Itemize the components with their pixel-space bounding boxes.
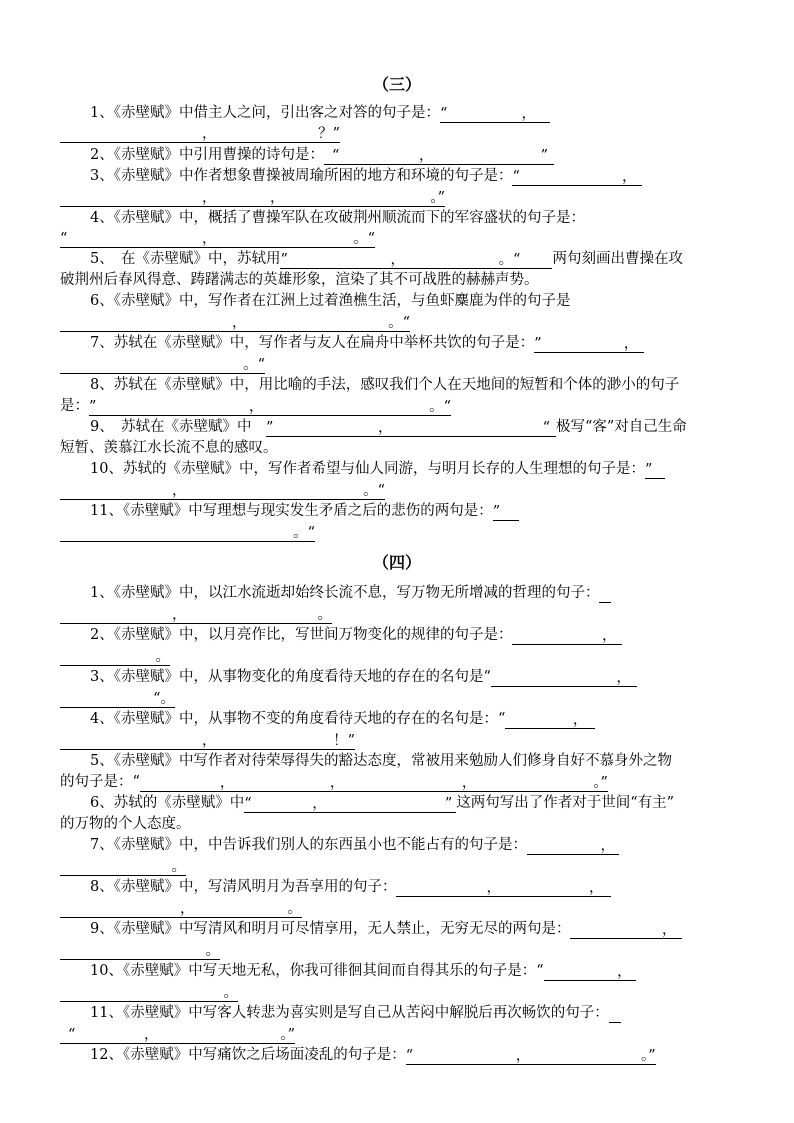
- answer-blank[interactable]: ， ，: [396, 880, 611, 897]
- answer-blank[interactable]: ， ！”: [60, 733, 355, 750]
- s4-q12-line: 12、《赤壁赋》中写痛饮之后场面凌乱的句子是： “ ， 。”: [90, 1047, 656, 1064]
- s4-q4-line1: 4、《赤壁赋》中，从事物不变的角度看待天地的存在的名句是：“ ，: [90, 709, 740, 729]
- answer-blank[interactable]: ， ， 。”: [60, 190, 445, 207]
- answer-blank[interactable]: [609, 1006, 621, 1023]
- answer-blank[interactable]: “ ， 。“: [60, 231, 375, 247]
- answer-blank[interactable]: ，: [512, 628, 622, 645]
- s3-q1-line1: 1、《赤壁赋》中借主人之问，引出客之对答的句子是： “ ，: [90, 103, 740, 123]
- answer-blank[interactable]: ， 。: [60, 607, 332, 624]
- s3-q5-line2: 破荆州后春风得意、踌躇满志的英雄形象，渲染了其不可战胜的赫赫声势。: [60, 272, 539, 288]
- s3-q6-line2: [60, 312, 740, 332]
- s4-q10-line1: 10、《赤壁赋》中写天地无私，你我可徘徊其间而自得其乐的句子是：“ ，: [90, 961, 740, 981]
- s4-q7-line1: 7、《赤壁赋》中，中告诉我们别人的东西虽小也不能占有的句子是： ，: [90, 835, 740, 855]
- answer-blank[interactable]: ” ， 。“: [89, 399, 451, 415]
- s4-q9-line1: 9、《赤壁赋》中写清风和明月可尽情享用，无人禁止，无穷无尽的两句是： ，: [90, 919, 740, 939]
- s3-q8-line2: 是： ” ， 。“: [60, 398, 451, 415]
- answer-blank[interactable]: ，: [491, 670, 637, 687]
- answer-blank[interactable]: “ ， ”: [244, 796, 456, 813]
- s4-q8-line1: 8、《赤壁赋》中，写清风明月为吾享用的句子： ， ，: [90, 877, 740, 897]
- s4-q7-line2: [60, 856, 740, 876]
- answer-blank[interactable]: ， 。: [60, 901, 302, 918]
- answer-blank[interactable]: ， ？”: [60, 126, 340, 143]
- s3-q4-line2: [60, 228, 740, 248]
- answer-blank[interactable]: ， ， ， 。”: [140, 775, 608, 792]
- answer-blank[interactable]: ”: [493, 504, 519, 521]
- answer-blank[interactable]: “ ， 。”: [60, 1027, 295, 1044]
- answer-blank[interactable]: ，: [527, 838, 619, 855]
- answer-blank[interactable]: 。“: [60, 357, 265, 374]
- s3-q10-line1: 10、苏轼的《赤壁赋》中，写作者希望与仙人同游，与明月长存的人生理想的句子是： ”: [90, 459, 740, 479]
- s3-q7-line2: [60, 354, 740, 374]
- s4-q8-line2: [60, 898, 740, 918]
- answer-blank[interactable]: “ ， 。”: [405, 1048, 656, 1064]
- s4-q1-line2: [60, 604, 740, 624]
- s4-q11-line2: [60, 1024, 740, 1044]
- s4-q6-line2: 的万物的个人态度。: [60, 816, 191, 832]
- answer-blank[interactable]: ” ， “: [266, 420, 556, 437]
- s4-q2-line2: [60, 646, 740, 666]
- s4-q5-line1: 5、《赤壁赋》中写作者对待荣辱得失的豁达态度，常被用来勉励人们修身自好不慕身外之物: [90, 753, 672, 769]
- answer-blank[interactable]: 。: [60, 985, 238, 1002]
- s4-q10-line2: [60, 982, 740, 1002]
- answer-blank[interactable]: “。: [60, 691, 175, 708]
- answer-blank[interactable]: “ ， ”: [324, 148, 554, 165]
- s3-q9-line2: 短暂、羡慕江水长流不息的感叹。: [60, 440, 278, 456]
- answer-blank[interactable]: 。: [60, 859, 186, 876]
- s4-q1-line1: 1、《赤壁赋》中，以江水流逝却始终长流不息，写万物无所增减的哲理的句子：: [90, 583, 740, 603]
- s4-q2-line1: 2、《赤壁赋》中，以月亮作比，写世间万物变化的规律的句子是： ，: [90, 625, 740, 645]
- answer-blank[interactable]: 。“: [60, 525, 315, 542]
- answer-blank[interactable]: 。: [60, 649, 170, 666]
- s3-q5-line1: 5、 在《赤壁赋》中，苏轼用 ” ， 。“ 两句刻画出曹操在攻: [90, 251, 683, 268]
- s3-q4-line1: 4、《赤壁赋》中，概括了曹操军队在攻破荆州顺流而下的军容盛状的句子是：: [90, 210, 585, 226]
- answer-blank[interactable]: “ ，: [440, 106, 550, 123]
- s3-q1-line2: [60, 123, 740, 143]
- s3-q8-line1: 8、苏轼在《赤壁赋》中，用比喻的手法，感叹我们个人在天地间的短暂和个体的渺小的句子: [90, 377, 680, 393]
- answer-blank[interactable]: [599, 586, 611, 603]
- s4-q3-line2: [60, 688, 740, 708]
- answer-blank[interactable]: ，: [505, 712, 595, 729]
- s3-q9-line1: 9、 苏轼在《赤壁赋》中 ” ， “ 极写“客”对自己生命: [90, 419, 687, 436]
- s4-q3-line1: 3、《赤壁赋》中，从事物变化的角度看待天地的存在的名句是“ ，: [90, 667, 740, 687]
- answer-blank[interactable]: ” ， 。“: [280, 252, 552, 269]
- answer-blank[interactable]: ， 。“: [60, 315, 410, 332]
- answer-blank[interactable]: ” ，: [534, 336, 644, 353]
- answer-blank[interactable]: ，: [544, 964, 636, 981]
- s3-q11-line2: [60, 522, 740, 542]
- s3-q3-line1: 3、《赤壁赋》中作者想象曹操被周瑜所困的地方和环境的句子是： “ ，: [90, 166, 740, 186]
- section-3-title: （三）: [372, 75, 421, 94]
- section-4-title: （四）: [372, 553, 421, 572]
- s3-q2-line: 2、《赤壁赋》中引用曹操的诗句是： “ ， ”: [90, 145, 740, 165]
- s4-q9-line2: [60, 940, 740, 960]
- s4-q6-line1: 6、苏轼的《赤壁赋》中 “ ， ” 这两句写出了作者对于世间“有主”: [90, 795, 675, 812]
- s3-q3-line2: [60, 187, 740, 207]
- s3-q7-line1: 7、苏轼在《赤壁赋》中，写作者与友人在扁舟中举杯共饮的句子是： ” ，: [90, 333, 740, 353]
- answer-blank[interactable]: “ ，: [512, 169, 642, 186]
- s3-q10-line2: [60, 480, 740, 500]
- answer-blank[interactable]: 。: [60, 943, 220, 960]
- s4-q5-line2: 的句子是：“ ， ， ， 。”: [60, 774, 608, 791]
- s3-q11-line1: 11、《赤壁赋》中写理想与现实发生矛盾之后的悲伤的两句是： ”: [90, 501, 740, 521]
- answer-blank[interactable]: ，: [570, 922, 682, 939]
- answer-blank[interactable]: ， 。“: [60, 483, 385, 500]
- s3-q6-line1: 6、《赤壁赋》中，写作者在江洲上过着渔樵生活，与鱼虾麋鹿为伴的句子是: [90, 293, 571, 309]
- answer-blank[interactable]: ”: [645, 462, 665, 479]
- s4-q11-line1: 11、《赤壁赋》中写客人转悲为喜实则是写自己从苦闷中解脱后再次畅饮的句子：: [90, 1003, 740, 1023]
- s4-q4-line2: [60, 730, 740, 750]
